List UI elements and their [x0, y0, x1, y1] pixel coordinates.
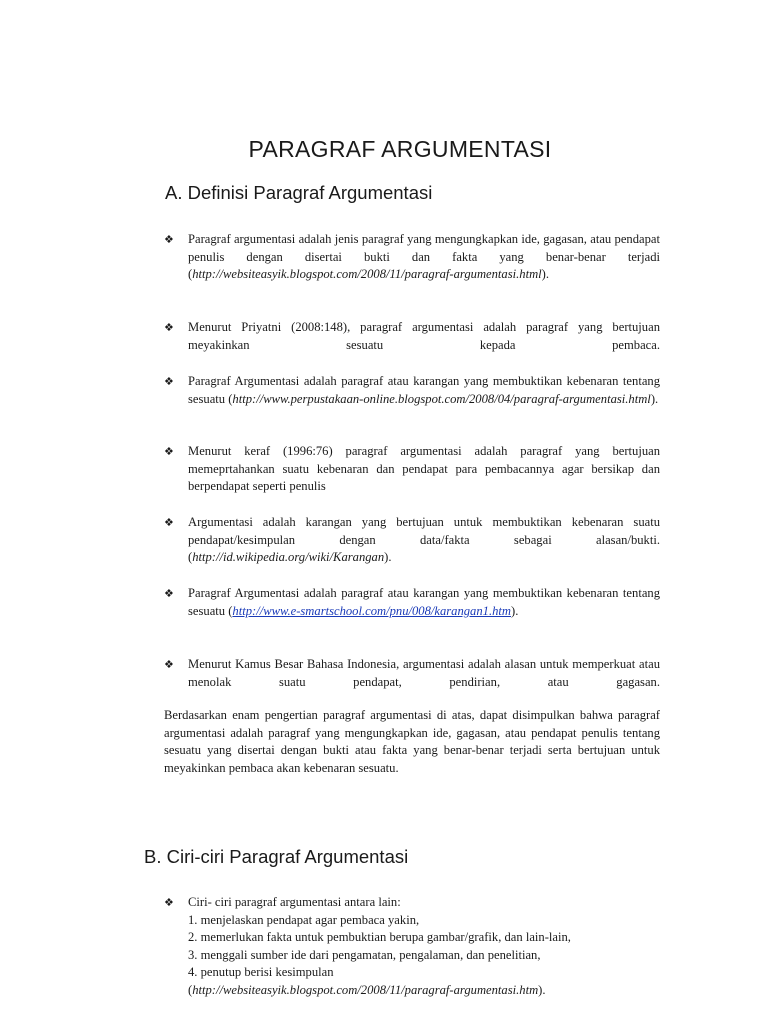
diamond-bullet-icon: ❖ [164, 587, 174, 600]
list-intro: Ciri- ciri paragraf argumentasi antara lain: [188, 895, 401, 909]
bullet-body: Menurut Priyatni (2008:148), paragraf argumentasi adalah paragraf yang bertujuan meyakinkan sesuatu kepada pembaca. [188, 320, 660, 352]
section-a-heading: A. Definisi Paragraf Argumentasi [165, 182, 433, 203]
diamond-bullet-icon: ❖ [164, 321, 174, 334]
list-item: 1. menjelaskan pendapat agar pembaca yakin, [188, 912, 420, 927]
conclusion-paragraph: Berdasarkan enam pengertian paragraf argumentasi di atas, dapat disimpulkan bahwa paragraf argumentasi adalah paragraf yang mengungkapkan ide, gagasan, atau pendapat penulis tentang sesuatu yang disertai dengan bukti atau fakta yang benar-benar terjadi serta bertujuan untuk meyakinkan pembaca akan kebenaran sesuatu. [164, 708, 660, 775]
definition-bullet [164, 443, 660, 496]
citation: http://id.wikipedia.org/wiki/Karangan [192, 550, 385, 564]
bullet-body: Argumentasi adalah karangan yang bertujuan untuk membuktikan kebenaran suatu pendapat/kesimpulan dengan data/fakta sebagai alasan/bukti. (http://id.wikipedia.org/wiki/Karangan). [188, 515, 660, 564]
list-item: 4. penutup berisi kesimpulan [188, 965, 334, 979]
list-item: 3. menggali sumber ide dari pengamatan, pengalaman, dan penelitian, [188, 947, 541, 962]
definition-bullet [164, 656, 660, 691]
bullet-body [188, 894, 660, 999]
bullet-body: Paragraf argumentasi adalah jenis paragraf yang mengungkapkan ide, gagasan, atau pendapat penulis dengan disertai bukti dan fakta yang benar-benar terjadi (http://websiteasyik.blogspot.com/2008/11/paragraf-argumentasi.html). [188, 232, 660, 281]
definition-bullet [164, 231, 660, 284]
definition-bullet [164, 514, 660, 567]
citation: http://websiteasyik.blogspot.com/2008/11/paragraf-argumentasi.htm [192, 982, 539, 997]
source-link[interactable]: http://www.e-smartschool.com/pnu/008/karangan1.htm [232, 603, 511, 618]
characteristics-bullet [164, 894, 660, 999]
diamond-bullet-icon: ❖ [164, 896, 174, 909]
bullet-body: Paragraf Argumentasi adalah paragraf atau karangan yang membuktikan kebenaran tentang sesuatu (http://www.e-smartschool.com/pnu/008/karangan1.htm). [188, 586, 660, 618]
diamond-bullet-icon: ❖ [164, 375, 174, 388]
page-title: PARAGRAF ARGUMENTASI [248, 136, 552, 162]
citation: http://www.perpustakaan-online.blogspot.com/2008/04/paragraf-argumentasi.html [232, 391, 651, 406]
definition-bullet [164, 585, 660, 620]
diamond-bullet-icon: ❖ [164, 658, 174, 671]
diamond-bullet-icon: ❖ [164, 445, 174, 458]
section-b-heading: B. Ciri-ciri Paragraf Argumentasi [144, 846, 409, 867]
bullet-body: Menurut keraf (1996:76) paragraf argumentasi adalah paragraf yang bertujuan memeprtahankan suatu kebenaran dan pendapat para pembacannya agar bersikap dan berpendapat seperti penulis [188, 444, 660, 493]
definition-bullet [164, 319, 660, 354]
citation: http://websiteasyik.blogspot.com/2008/11/paragraf-argumentasi.html [192, 267, 542, 281]
definition-bullet [164, 373, 660, 408]
diamond-bullet-icon: ❖ [164, 233, 174, 246]
bullet-body: Paragraf Argumentasi adalah paragraf atau karangan yang membuktikan kebenaran tentang sesuatu (http://www.perpustakaan-online.blogspot.com/2008/04/paragraf-argumentasi.html). [188, 374, 660, 406]
list-item: 2. memerlukan fakta untuk pembuktian berupa gambar/grafik, dan lain-lain, [188, 930, 571, 944]
diamond-bullet-icon: ❖ [164, 516, 174, 529]
bullet-body: Menurut Kamus Besar Bahasa Indonesia, argumentasi adalah alasan untuk memperkuat atau menolak suatu pendapat, pendirian, atau gagasan. [188, 657, 660, 689]
citation-line: (http://websiteasyik.blogspot.com/2008/11/paragraf-argumentasi.htm). [188, 982, 546, 997]
